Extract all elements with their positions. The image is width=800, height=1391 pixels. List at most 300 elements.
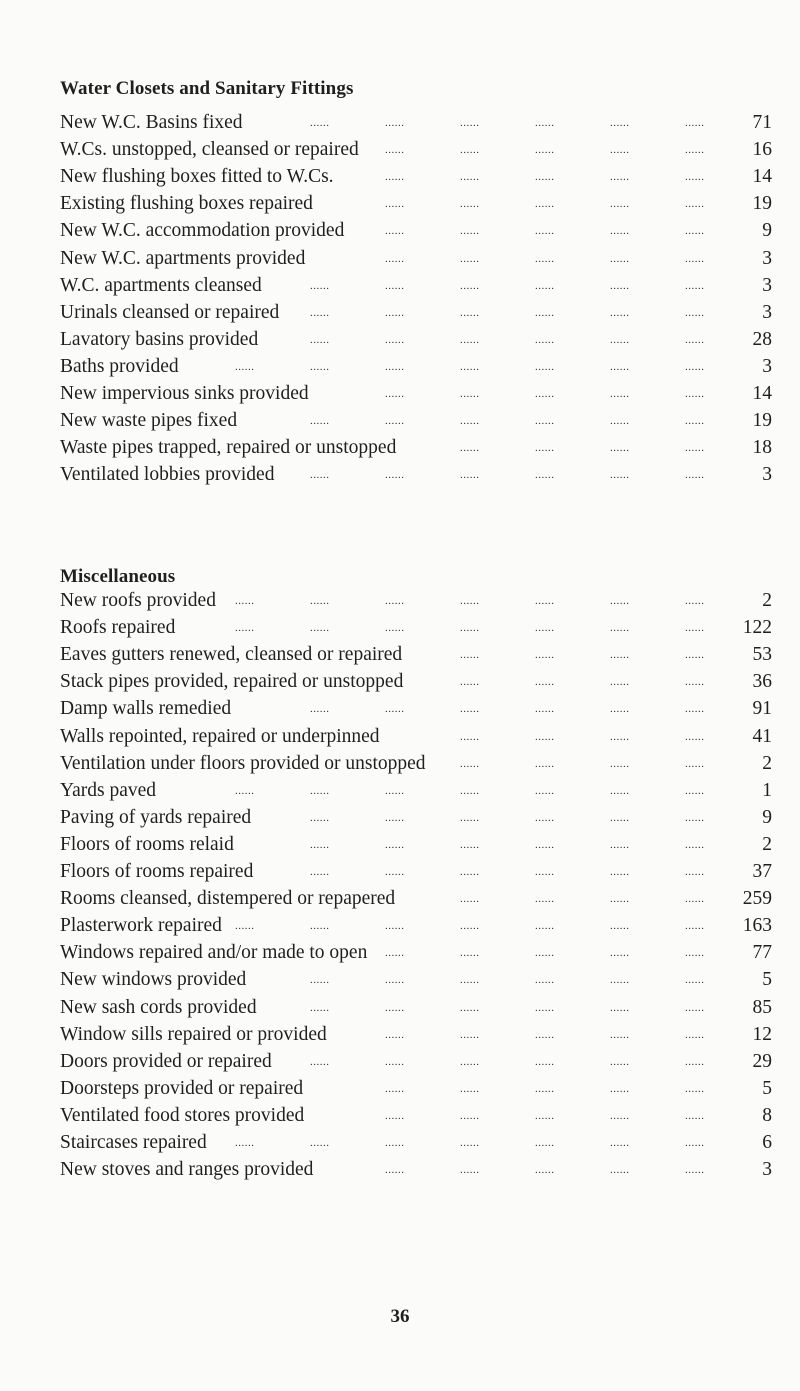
dot-group: ......: [235, 622, 255, 635]
dot-group: ......: [310, 838, 330, 851]
item-count: 19: [752, 410, 772, 432]
item-label: W.C. apartments cleansed: [60, 274, 262, 296]
dot-group: ......: [460, 920, 480, 933]
dot-group: ......: [610, 279, 630, 292]
item-label: Window sills repaired or provided: [60, 1023, 327, 1045]
dot-group: ......: [460, 144, 480, 157]
item-label: Paving of yards repaired: [60, 806, 252, 828]
dot-group: ......: [385, 171, 405, 184]
item-count: 41: [752, 725, 772, 747]
dot-group: ......: [310, 117, 330, 129]
item-label: Floors of rooms repaired: [60, 861, 254, 882]
dot-group: ......: [535, 649, 555, 662]
item-count: 14: [752, 383, 772, 404]
dot-group: ......: [685, 703, 705, 716]
dot-group: ......: [460, 947, 480, 960]
list-item: [60, 354, 772, 380]
dot-group: ......: [610, 388, 630, 400]
dot-group: ......: [385, 811, 405, 824]
list-item: [60, 300, 772, 326]
dot-group: ......: [685, 1001, 705, 1014]
dot-group: ......: [610, 333, 630, 346]
item-label: Urinals cleansed or repaired: [60, 301, 280, 323]
dot-group: ......: [310, 622, 330, 635]
list-item: [60, 886, 772, 912]
dot-group: ......: [610, 947, 630, 960]
dot-group: ......: [535, 974, 555, 987]
dot-group: ......: [610, 703, 630, 716]
dot-group: ......: [535, 333, 555, 346]
dot-group: ......: [685, 1055, 705, 1068]
item-label: New stoves and ranges provided: [60, 1159, 314, 1181]
dot-group: ......: [535, 730, 555, 743]
dot-group: ......: [385, 469, 405, 482]
dot-group: ......: [460, 1028, 480, 1041]
dot-group: ......: [385, 1164, 405, 1177]
dot-group: ......: [460, 1164, 480, 1177]
dot-group: ......: [685, 784, 705, 797]
dot-group: ......: [235, 784, 255, 797]
dot-group: ......: [685, 225, 705, 238]
dot-group: ......: [460, 811, 480, 824]
item-label: Yards paved: [60, 779, 157, 801]
dot-group: ......: [310, 306, 330, 319]
item-count: 19: [752, 193, 772, 215]
list-item: [60, 940, 772, 966]
dot-group: ......: [310, 1137, 330, 1149]
dot-group: ......: [535, 171, 555, 184]
item-label: Roofs repaired: [60, 617, 176, 639]
dot-group: ......: [385, 117, 405, 129]
dot-group: ......: [460, 1137, 480, 1149]
list-item: [60, 462, 772, 488]
item-count: 6: [762, 1132, 772, 1153]
dot-group: ......: [385, 1055, 405, 1068]
list-item: [60, 751, 772, 777]
dot-group: ......: [535, 1001, 555, 1014]
dot-group: ......: [610, 622, 630, 635]
list-item: [60, 435, 772, 461]
dot-group: ......: [460, 893, 480, 906]
dot-group: ......: [460, 730, 480, 743]
dot-group: ......: [535, 1137, 555, 1149]
dot-group: ......: [685, 595, 705, 607]
dot-group: ......: [610, 920, 630, 933]
dot-group: ......: [610, 469, 630, 482]
dot-group: ......: [460, 866, 480, 878]
dot-group: ......: [535, 144, 555, 157]
item-label: New W.C. accommodation provided: [60, 220, 345, 242]
dot-group: ......: [535, 360, 555, 373]
dot-group: ......: [610, 676, 630, 689]
dot-group: ......: [685, 469, 705, 482]
dot-group: ......: [535, 893, 555, 906]
dot-group: ......: [535, 676, 555, 689]
dot-group: ......: [385, 1001, 405, 1014]
dot-group: ......: [535, 225, 555, 238]
item-count: 53: [752, 644, 772, 666]
item-label: Ventilation under floors provided or unstopped: [60, 752, 426, 774]
item-label: New W.C. Basins fixed: [60, 112, 243, 133]
dot-group: ......: [535, 947, 555, 960]
dot-group: ......: [310, 974, 330, 987]
dot-group: ......: [610, 1164, 630, 1177]
dot-group: ......: [385, 947, 405, 960]
dot-group: ......: [310, 415, 330, 428]
dot-group: ......: [310, 920, 330, 933]
dot-group: ......: [610, 595, 630, 607]
item-count: 3: [762, 274, 772, 296]
item-label: New roofs provided: [60, 590, 216, 611]
dot-group: ......: [310, 1001, 330, 1014]
dot-group: ......: [385, 415, 405, 428]
item-count: 9: [762, 220, 772, 242]
dot-group: ......: [460, 198, 480, 211]
dot-group: ......: [310, 333, 330, 346]
item-label: Windows repaired and/or made to open: [60, 942, 368, 964]
dot-group: ......: [460, 676, 480, 689]
dot-group: ......: [685, 974, 705, 987]
list-item: [60, 724, 772, 750]
list-item: [60, 327, 772, 353]
item-count: 9: [762, 806, 772, 828]
dot-group: ......: [310, 866, 330, 878]
dot-group: ......: [385, 703, 405, 716]
list-item: [60, 588, 772, 614]
dot-group: ......: [310, 279, 330, 292]
list-item: [60, 859, 772, 885]
dot-group: ......: [385, 1137, 405, 1149]
dot-group: ......: [685, 252, 705, 265]
dot-group: ......: [610, 649, 630, 662]
item-label: Waste pipes trapped, repaired or unstopped: [60, 437, 397, 459]
item-count: 5: [762, 1077, 772, 1099]
dot-group: ......: [385, 306, 405, 319]
dot-group: ......: [535, 117, 555, 129]
dot-group: ......: [685, 1082, 705, 1095]
dot-group: ......: [535, 784, 555, 797]
list-item: [60, 408, 772, 434]
dot-group: ......: [610, 757, 630, 770]
item-label: Staircases repaired: [60, 1132, 207, 1153]
dot-group: ......: [685, 333, 705, 346]
dot-group: ......: [685, 811, 705, 824]
dot-group: ......: [610, 893, 630, 906]
dot-group: ......: [610, 225, 630, 238]
dot-group: ......: [310, 811, 330, 824]
dot-group: ......: [610, 306, 630, 319]
list-item: [60, 137, 772, 163]
dot-group: ......: [460, 1082, 480, 1095]
dot-group: ......: [535, 1028, 555, 1041]
dot-group: ......: [610, 171, 630, 184]
dot-group: ......: [385, 784, 405, 797]
dot-group: ......: [685, 144, 705, 157]
dot-group: ......: [535, 757, 555, 770]
dot-group: ......: [535, 622, 555, 635]
dot-group: ......: [685, 1109, 705, 1122]
list-item: [60, 191, 772, 217]
dot-group: ......: [685, 1164, 705, 1177]
dot-group: ......: [610, 730, 630, 743]
item-label: Rooms cleansed, distempered or repapered: [60, 888, 396, 910]
dot-group: ......: [535, 595, 555, 607]
dot-group: ......: [535, 415, 555, 428]
dot-group: ......: [535, 252, 555, 265]
item-label: Plasterwork repaired: [60, 915, 222, 937]
item-label: W.Cs. unstopped, cleansed or repaired: [60, 139, 359, 161]
list-item: [60, 1076, 772, 1102]
list-item: [60, 164, 772, 190]
item-count: 1: [762, 779, 772, 801]
dot-group: ......: [385, 1028, 405, 1041]
dot-group: ......: [685, 117, 705, 129]
dot-group: ......: [385, 360, 405, 373]
dot-group: ......: [685, 442, 705, 455]
dot-group: ......: [385, 622, 405, 635]
dot-group: ......: [610, 442, 630, 455]
dot-group: ......: [460, 360, 480, 373]
item-count: 18: [752, 437, 772, 459]
dot-group: ......: [385, 974, 405, 987]
dot-group: ......: [685, 757, 705, 770]
dot-group: ......: [610, 1028, 630, 1041]
dot-group: ......: [385, 144, 405, 157]
item-label: New sash cords provided: [60, 996, 257, 1018]
dot-group: ......: [310, 360, 330, 373]
dot-group: ......: [610, 198, 630, 211]
dot-group: ......: [460, 703, 480, 716]
list-item: [60, 995, 772, 1021]
list-item: [60, 110, 772, 136]
dot-group: ......: [685, 198, 705, 211]
dot-group: ......: [460, 279, 480, 292]
dot-group: ......: [460, 838, 480, 851]
dot-group: ......: [460, 333, 480, 346]
item-count: 29: [752, 1050, 772, 1072]
dot-group: ......: [610, 974, 630, 987]
item-label: New impervious sinks provided: [60, 383, 309, 404]
dot-group: ......: [235, 360, 255, 373]
list-item: [60, 669, 772, 695]
item-label: New flushing boxes fitted to W.Cs.: [60, 166, 334, 188]
list-item: [60, 1103, 772, 1129]
dot-group: ......: [610, 415, 630, 428]
item-count: 12: [752, 1023, 772, 1045]
dot-group: ......: [610, 1082, 630, 1095]
item-label: Doorsteps provided or repaired: [60, 1077, 304, 1099]
list-item: [60, 778, 772, 804]
dot-group: ......: [535, 703, 555, 716]
item-count: 3: [762, 464, 772, 486]
item-count: 8: [762, 1104, 772, 1126]
dot-group: ......: [685, 920, 705, 933]
dot-group: ......: [310, 703, 330, 716]
item-count: 14: [752, 166, 772, 188]
item-label: Damp walls remedied: [60, 698, 232, 720]
dot-group: ......: [685, 622, 705, 635]
item-label: Floors of rooms relaid: [60, 833, 234, 855]
dot-group: ......: [610, 1001, 630, 1014]
item-count: 37: [752, 861, 772, 882]
item-count: 91: [752, 698, 772, 720]
dot-group: ......: [610, 1055, 630, 1068]
dot-group: ......: [385, 333, 405, 346]
dot-group: ......: [685, 1137, 705, 1149]
item-label: Lavatory basins provided: [60, 328, 259, 350]
dot-group: ......: [685, 306, 705, 319]
dot-group: ......: [610, 117, 630, 129]
dot-group: ......: [310, 784, 330, 797]
dot-group: ......: [535, 306, 555, 319]
dot-group: ......: [535, 1082, 555, 1095]
dot-group: ......: [535, 1164, 555, 1177]
item-count: 85: [752, 996, 772, 1018]
list-item: [60, 967, 772, 993]
dot-group: ......: [385, 1082, 405, 1095]
list-item: [60, 246, 772, 272]
dot-group: ......: [610, 811, 630, 824]
list-item: [60, 913, 772, 939]
list-item: [60, 642, 772, 668]
dot-group: ......: [460, 649, 480, 662]
dot-group: ......: [535, 1109, 555, 1122]
item-count: 36: [752, 671, 772, 693]
item-count: 3: [762, 355, 772, 377]
dot-group: ......: [385, 198, 405, 211]
dot-group: ......: [460, 171, 480, 184]
page-number: 36: [390, 1306, 410, 1327]
dot-group: ......: [610, 1137, 630, 1149]
dot-group: ......: [460, 442, 480, 455]
dot-group: ......: [235, 595, 255, 607]
item-label: Existing flushing boxes repaired: [60, 193, 313, 215]
dot-group: ......: [610, 144, 630, 157]
dot-group: ......: [235, 1137, 255, 1149]
list-item: [60, 218, 772, 244]
dot-group: ......: [460, 622, 480, 635]
dot-group: ......: [685, 415, 705, 428]
item-count: 2: [762, 833, 772, 855]
section-title-water-closets: Water Closets and Sanitary Fittings: [60, 78, 354, 99]
item-label: Walls repointed, repaired or underpinned: [60, 725, 380, 747]
dot-group: ......: [385, 838, 405, 851]
item-count: 3: [762, 247, 772, 269]
dot-group: ......: [535, 811, 555, 824]
dot-group: ......: [460, 388, 480, 400]
item-count: 3: [762, 301, 772, 323]
dot-group: ......: [535, 198, 555, 211]
dot-group: ......: [460, 306, 480, 319]
item-count: 28: [752, 328, 772, 350]
dot-group: ......: [685, 947, 705, 960]
dot-group: ......: [685, 360, 705, 373]
dot-group: ......: [460, 415, 480, 428]
dot-group: ......: [685, 171, 705, 184]
list-item: [60, 1157, 772, 1183]
dot-group: ......: [460, 252, 480, 265]
dot-group: ......: [685, 838, 705, 851]
item-label: Stack pipes provided, repaired or unstopped: [60, 671, 404, 693]
dot-group: ......: [685, 730, 705, 743]
dot-group: ......: [460, 469, 480, 482]
item-label: Baths provided: [60, 355, 179, 377]
dot-group: ......: [610, 1109, 630, 1122]
dot-group: ......: [385, 279, 405, 292]
dot-group: ......: [685, 866, 705, 878]
item-count: 2: [762, 590, 772, 611]
dot-group: ......: [310, 1055, 330, 1068]
item-label: Ventilated lobbies provided: [60, 464, 275, 486]
dot-group: ......: [460, 1055, 480, 1068]
section-title-miscellaneous: Miscellaneous: [60, 566, 176, 587]
item-count: 3: [762, 1159, 772, 1181]
list-item: [60, 696, 772, 722]
dot-group: ......: [535, 866, 555, 878]
item-label: New W.C. apartments provided: [60, 247, 306, 269]
dot-group: ......: [460, 974, 480, 987]
dot-group: ......: [610, 784, 630, 797]
item-label: New waste pipes fixed: [60, 410, 238, 432]
dot-group: ......: [385, 388, 405, 400]
item-count: 122: [742, 617, 772, 639]
dot-group: ......: [460, 757, 480, 770]
item-count: 2: [762, 752, 772, 774]
dot-group: ......: [535, 279, 555, 292]
dot-group: ......: [235, 920, 255, 933]
dot-group: ......: [385, 225, 405, 238]
dot-group: ......: [685, 649, 705, 662]
dot-group: ......: [535, 388, 555, 400]
item-label: Eaves gutters renewed, cleansed or repaired: [60, 644, 403, 666]
item-label: Ventilated food stores provided: [60, 1104, 305, 1126]
dot-group: ......: [310, 469, 330, 482]
item-count: 163: [742, 915, 772, 937]
item-count: 5: [762, 969, 772, 991]
item-count: 259: [742, 888, 772, 910]
dot-group: ......: [610, 252, 630, 265]
dot-group: ......: [610, 866, 630, 878]
item-label: Doors provided or repaired: [60, 1050, 272, 1072]
list-item: [60, 1130, 772, 1156]
dot-group: ......: [535, 1055, 555, 1068]
item-count: 16: [752, 139, 772, 161]
dot-group: ......: [460, 225, 480, 238]
list-item: [60, 832, 772, 858]
dot-group: ......: [385, 252, 405, 265]
dot-group: ......: [685, 676, 705, 689]
dot-group: ......: [385, 1109, 405, 1122]
dot-group: ......: [610, 360, 630, 373]
dot-group: ......: [310, 595, 330, 607]
dot-group: ......: [685, 1028, 705, 1041]
dot-group: ......: [535, 469, 555, 482]
dot-group: ......: [685, 388, 705, 400]
list-item: [60, 273, 772, 299]
dot-group: ......: [610, 838, 630, 851]
dot-group: ......: [685, 893, 705, 906]
list-item: [60, 1049, 772, 1075]
dot-group: ......: [535, 920, 555, 933]
dot-group: ......: [460, 117, 480, 129]
dot-group: ......: [460, 1001, 480, 1014]
item-count: 77: [752, 942, 772, 964]
list-item: [60, 805, 772, 831]
item-label: New windows provided: [60, 969, 247, 991]
dot-group: ......: [385, 920, 405, 933]
list-item: [60, 615, 772, 641]
dot-group: ......: [385, 595, 405, 607]
